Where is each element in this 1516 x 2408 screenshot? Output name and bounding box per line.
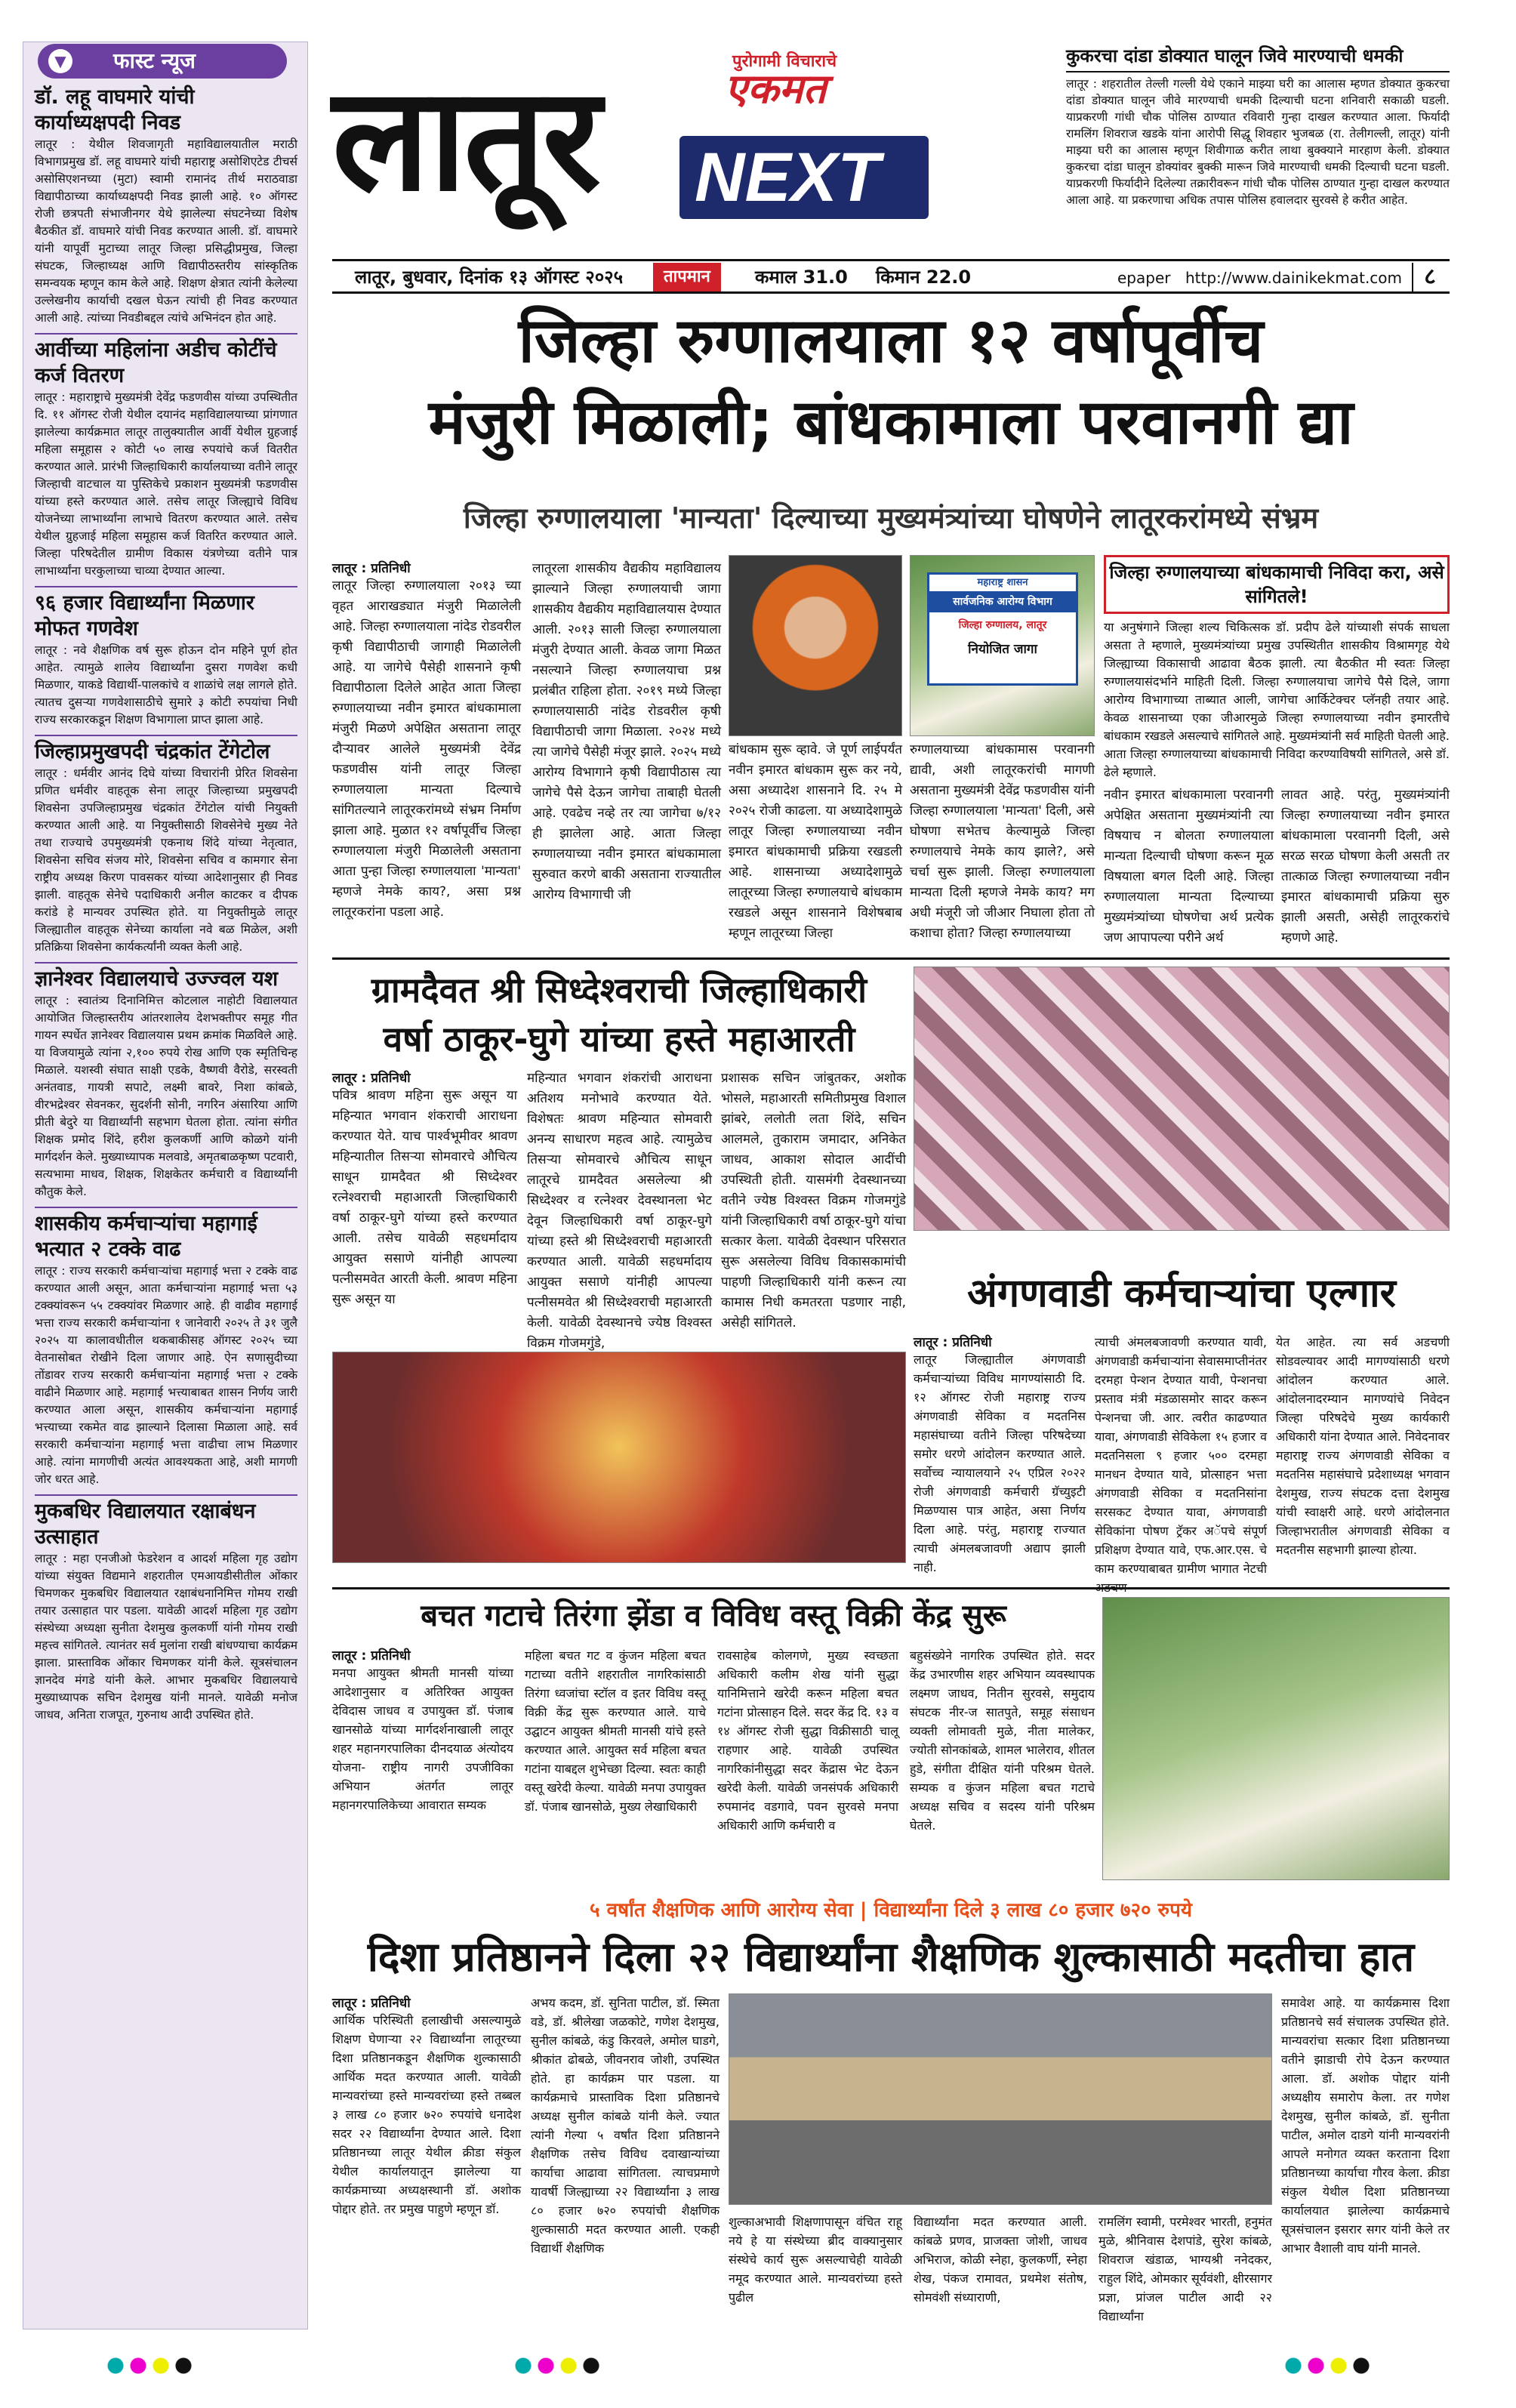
- anganwadi-col-3: [1276, 1333, 1450, 1582]
- sign-line-2: सार्वजनिक आरोग्य विभाग: [929, 591, 1076, 612]
- sidebar-item-body: लातूर : राज्य सरकारी कर्मचाऱ्यांचा महागाई भत्ता २ टक्के वाढ करण्यात आली असून, आता कर्मचाऱ्यांना महागाई भत्ता ५३ टक्क्यांवरून ५५ टक्क्यांवर मिळणार आहे. ही वाढीव महागाई भत्ता राज्य सरकारी कर्मचाऱ्यांना १ जानेवारी २०२५ ते ३१ जुलै २०२५ या कालावधीतील थकबाकीसह ऑगस्ट २०२५ च्या वेतनासोबत रोखीने दिला जाणार आहे. ऐन सणासुदीच्या तोंडावर राज्य सरकारी कर्मचाऱ्यांना महागाई भत्ता २ टक्के वाढीने मिळणार आहे. महागाई भत्त्याबाबत शासन निर्णय जारी करण्यात आला असून, शासकीय कर्मचाऱ्यांना महागाई भत्त्याच्या रकमेत वाढ झाल्याने दिलासा मिळाला आहे. सर्व सरकारी कर्मचाऱ्यांना महागाई भत्ता वाढीचा लाभ मिळणार आहे. त्यांना मागणीची अत्यंत आवश्यकता आहे, अशी मागणी जोर धरत आहे.: [35, 1264, 297, 1486]
- sidebar-item: [35, 1211, 297, 1488]
- lead-body-6: लावत आहे. परंतु, मुख्यमंत्र्यांनी जिल्हा रुग्णालयाच्या नवीन इमारत बांधकामाला परवानगी दिली, असे सरळ सरळ घोषणा केली असती तर तात्काळ जिल्हा रुग्णालयाच्या नवीन इमारत बांधकामाची प्रक्रिया सुरु झाली असती, असेही लातूरकरांचे म्हणणे आहे.: [1281, 788, 1450, 945]
- bachat-col-3: [717, 1646, 898, 1880]
- sidebar-item: [35, 85, 297, 327]
- star-icon: ▼: [48, 49, 72, 73]
- masthead-title: लातूर: [332, 56, 599, 223]
- lead-col-6: [1281, 785, 1450, 951]
- sidebar-item: [35, 967, 297, 1201]
- lead-headline-2: मंजुरी मिळाली; बांधकामाला परवानगी द्या: [428, 387, 1354, 458]
- top-right-story: [1066, 44, 1450, 248]
- website-link[interactable]: http://www.dainikekmat.com: [1185, 269, 1403, 287]
- anganwadi-body-2: त्याची अंमलबजावणी करण्यात यावी, अंगणवाडी कर्मचाऱ्यांना सेवासमाप्तीनंतर दरमहा पेन्शन देण्यात यावी, पेन्शनचा प्रस्ताव मंत्री मंडळासमोर सादर करून पेन्शनचा जी. आर. त्वरीत काढण्यात यावा, अंगणवाडी सेविकेला १५ हजार व मदतनिसला ९ हजार ५०० दरमहा मानधन देण्यात यावे, प्रोत्साहन भत्ता अंगणवाडी सेविका व मदतनिसांना सरसकट देण्यात यावा, अंगणवाडी सेविकांना पोषण ट्रॅकर अॅपचे संपूर्ण प्रशिक्षण देण्यात यावे, एफ.आर.एस. चे काम करण्याबाबत ग्रामीण भागात नेटची: [1095, 1335, 1267, 1576]
- registration-marks-left: [106, 2356, 257, 2376]
- masthead-next-label: NEXT: [695, 139, 880, 216]
- sidebar-item: [35, 1499, 297, 1724]
- sign-line-1: महाराष्ट्र शासन: [977, 577, 1028, 588]
- anganwadi-body-3: येत आहेत. त्या सर्व अडचणी सोडवल्यावर आदी मागण्यांसाठी धरणे आंदोलन करण्यात आले. आंदोलनादरम्यान मागण्यांचे निवेदन जिल्हा परिषदेचे मुख्य कार्यकारी अधिकारी यांना देण्यात आले. निवेदनावर महाराष्ट्र राज्य अंगणवाडी सेविका व मदतनिस महासंघाचे प्रदेशाध्यक्ष भगवान देशमुख, राज्य संघटक दत्ता देशमुख यांची स्वाक्षरी आहे. धरणे आंदोलनात जिल्हाभरातील अंगणवाडी सेविका व मदतनीस सहभागी झाल्या होत्या.: [1276, 1335, 1450, 1557]
- lead-body-3: बांधकाम सुरू व्हावे. जे पूर्ण लाईपर्यंत नवीन इमारत बांधकाम सुरू कर नये, असा अध्यादेश शासनाने दि. २५ मे २०२५ रोजी काढला. या अध्यादेशामुळे लातूर जिल्हा रुग्णालयाच्या नवीन इमारत बांधकामाची प्रक्रिया रखडली आहे. शासनाच्या अध्यादेशामुळे लातूरच्या जिल्हा रुग्णालयाचे बांधकाम रखडले असून शासनाने विशेषबाब म्हणून लातूरच्या जिल्हा: [729, 742, 902, 941]
- masthead-next: [679, 136, 929, 219]
- registration-marks-center: [513, 2356, 664, 2376]
- registration-marks-right: [1283, 2356, 1434, 2376]
- sidebar-item-title: शासकीय कर्मचाऱ्यांचा महागाई भत्यात २ टक्के वाढ: [35, 1212, 257, 1261]
- temp-label: तापमान: [653, 263, 721, 291]
- bachat-body-3: रावसाहेब कोलगणे, मुख्य स्वच्छता अधिकारी कलीम शेख यांनी सुद्धा यानिमित्ताने खरेदी करून महिला बचत गटांना प्रोत्साहन दिले. सदर केंद्र दि. १३ व १४ ऑगस्ट रोजी सुद्धा विक्रीसाठी चालू राहणार आहे. यावेळी उपस्थित नागरिकांनीसुद्धा सदर केंद्रास भेट देऊन खरेदी केली. यावेळी जनसंपर्क अधिकारी रुपमानंद वडगावे, पवन सुरवसे मनपा अधिकारी आणि कर्मचारी व: [717, 1648, 898, 1833]
- bachat-byline: लातूर : प्रतिनिधी: [332, 1648, 411, 1663]
- lead-col-2: [532, 559, 721, 951]
- sidebar-item-body: लातूर : नवे शैक्षणिक वर्ष सुरू होऊन दोन महिने पूर्ण होत आहेत. त्यामुळे शालेय विद्यार्थ्यांना दुसरा गणवेश कधी मिळणार, याकडे विद्यार्थी-पालकांचे व शाळांचे लक्ष लागले होते. त्यातच दुसऱ्या गणवेशासाठीचे सुमारे ३ कोटी रुपयांचा निधी राज्य सरकारकडून शिक्षण विभागाला प्राप्त झाला आहे.: [35, 643, 297, 726]
- aarti-headline-2: वर्षा ठाकूर-घुगे यांच्या हस्ते महाआरती: [383, 1019, 855, 1059]
- masthead-tagline: पुरोगामी विचाराचे: [732, 52, 837, 71]
- sign-line-3: जिल्हा रुग्णालय, लातूर: [958, 619, 1047, 631]
- disha-body-2: अभय कदम, डॉ. सुनिता पाटील, डॉ. स्मिता वडे, डॉ. श्रीलेखा जळकोटे, गणेश देशमुख, सुनील कांबळे, कंडु किरवले, अमोल घाडगे, श्रीकांत ढोबळे, जीवनराव जोशी, उपस्थित होते. हा कार्यक्रम पार पडला. या कार्यक्रमाचे प्रास्ताविक दिशा प्रतिष्ठानचे अध्यक्ष सुनील कांबळे यांनी केले. ज्यात त्यांनी गेल्या ५ वर्षांत दिशा प्रतिष्ठानने शैक्षणिक तसेच विविध दवाखान्यांच्या कार्याचा आढावा सांगितला. त्याचप्रमाणे यावर्षी जिल्ह्याच्या २२ विद्यार्थ्यांना ३ लाख ८० हजार ७२० रुपयांची शैक्षणिक शुल्कासाठी मदत करण्यात आली. एकही विद्यार्थी शैक्षणिक: [531, 1996, 719, 2255]
- disha-body-4: विद्यार्थ्यांना मदत करण्यात आली. कांबळे प्रणव, प्राजक्ता जोशी, जाधव अभिराज, कोळी स्नेहा, कुलकर्णी, स्नेहा शेख, पंकज रामावत, प्रथमेश संतोष, सोमवंशी संध्याराणी,: [914, 2215, 1087, 2305]
- dateline: लातूर, बुधवार, दिनांक १३ ऑगस्ट २०२५: [355, 267, 624, 288]
- bachat-body-1: मनपा आयुक्त श्रीमती मानसी यांच्या आदेशानुसार व अतिरिक्त आयुक्त देविदास जाधव व उपायुक्त डॉ. पंजाब खानसोळे यांच्या मार्गदर्शनाखाली लातूर शहर महानगरपालिका दीनदयाळ अंत्योदय योजना- राष्ट्रीय नागरी उपजीविका अभियान अंतर्गत लातूर महानगरपालिकेच्या आवारात सम्यक: [332, 1666, 513, 1812]
- bachat-col-2: [525, 1646, 706, 1880]
- aarti-col-3: [721, 1068, 906, 1340]
- aarti-headline-1: ग्रामदैवत श्री सिध्देश्वराची जिल्हाधिकारी: [371, 970, 867, 1010]
- disha-col-5: [1098, 2212, 1272, 2333]
- lead-col-3: [729, 740, 902, 951]
- cm-photo: [729, 555, 902, 736]
- anganwadi-col-1: [914, 1333, 1086, 1582]
- lead-body-2: लातूरला शासकीय वैद्यकीय महाविद्यालय झाल्याने जिल्हा रुग्णालयाची जागा शासकीय वैद्यकीय महाविद्यालयास देण्यात आली. २०१३ साली जिल्हा रुग्णालयाला मंजुरी देण्यात आली. केवळ जागा मिळत नसल्याने जिल्हा रुग्णालयाचा प्रश्न प्रलंबीत राहिला होता. २०१९ मध्ये जिल्हा रुग्णालयासाठी नांदेड रोडवरील कृषी विद्यापीठाची जागा मिळाला. २०२४ मध्ये त्या जागेचे पैसेही मंजूर झाले. २०२५ मध्ये आरोग्य विभागाने कृषी विद्यापीठास त्या जागेचे पैसे देऊन जागेचा ताबाही घेतली आहे. एवढेच नव्हे तर त्या जागेचा ७/१२ ही झालेला आहे. आता जिल्हा रुग्णालयाच्या नवीन इमारत बांधकामाला सुरुवात करणे बाकी असताना राज्यातील आरोग्य विभागाची जी: [532, 561, 721, 902]
- disha-col-4: [914, 2212, 1087, 2333]
- aarti-photo: [332, 1352, 906, 1563]
- sidebar-item: [35, 739, 297, 956]
- lead-box-title: जिल्हा रुग्णालयाच्या बांधकामाची निविदा करा, असे सांगितले!: [1104, 555, 1450, 614]
- sidebar-item-title: आर्वीच्या महिलांना अडीच कोटींचे कर्ज वितरण: [35, 338, 277, 387]
- lead-col-1: [332, 559, 521, 951]
- sidebar-item-title: ९६ हजार विद्यार्थ्यांना मिळणार मोफत गणवेश: [35, 591, 254, 640]
- anganwadi-col-2: [1095, 1333, 1267, 1582]
- anganwadi-photo: [914, 967, 1450, 1231]
- lead-box-body: या अनुषंगाने जिल्हा शल्य चिकित्सक डॉ. प्रदीप ढेले यांच्याशी संपर्क साधला असता ते म्हणाले, मुख्यमंत्र्यांच्या प्रमुख उपस्थितीत शासकीय विश्रामगृह येथे जिल्ह्याच्या विकासाची आढावा बैठक झाली. त्या बैठकीत मी स्वतः जिल्हा रुग्णालयासंदर्भाने माहिती दिली. जिल्हा रुग्णालयाचा जागेचे पैसे दिले, जागा आरोग्य विभागाच्या ताब्यात आली, जागेचा आर्किटेक्चर प्लॅनही तयार आहे. केवळ शासनाच्या एका जीआरमुळे जिल्हा रुग्णालयाच्या नवीन इमारतीचे बांधकाम रखडले असल्याचे सांगितले आहे. मुख्यमंत्र्यांनी सर्व माहिती घेतली आहे. आता जिल्हा रुग्णालयाच्या बांधकामाची निविदा करण्याविषयी सांगितले, असे डॉ. ढेले म्हणाले.: [1104, 620, 1450, 779]
- bachat-photo: [1102, 1597, 1450, 1880]
- aarti-body-3: प्रशासक सचिन जांबुतकर, अशोक भोसले, महाआरती समितीप्रमुख विशाल झांबरे, ललोती लता शिंदे, सचिन आलमले, तुकाराम जमादार, अनिकेत जाधव, आकाश सोदाल आदींची उपस्थिती होती. यासमंगी देवस्थानच्या वतीने ज्येष्ठ विश्वस्त विक्रम गोजमगुंडे यांनी जिल्हाधिकारी वर्षा ठाकूर-घुगे यांचा सत्कार केला. यावेळी देवस्थान परिसरात सुरू असलेल्या विविध विकासकामांची पाहणी जिल्हाधिकारी यांनी करून त्या कामास निधी कमतरता पडणार नाही, असेही सांगितले.: [721, 1071, 906, 1330]
- sidebar-item-body: लातूर : धर्मवीर आनंद दिघे यांच्या विचारांनी प्रेरित शिवसेना प्रणित धर्मवीर वाहतूक सेना लातूर जिल्हाच्या प्रमुखपदी शिवसेना उपजिल्हाप्रमुख चंद्रकांत टेंगेटोल यांची नियुक्ती करण्यात आली आहे. या नियुक्तीसाठी शिवसेनेचे मुख्य नेते तथा राज्याचे उपमुख्यमंत्री एकनाथ शिंदे यांच्या नेतृत्वात, शिवसेना सचिव संजय मोरे, शिवसेना सचिव व कामगार सेना राष्ट्रीय अध्यक्ष किरण पावसकर यांच्या आदेशानुसार ही निवड झाली. वाहतूक सेनेचे पदाधिकारी अनील काटकर व दीपक करांडे हे मान्यवर उपस्थित होते. या नियुक्तीमुळे लातूर जिल्ह्यातील वाहतूक सेनेच्या कार्याला नवे बळ मिळेल, अशी प्रतिक्रिया शिवसेना कार्यकर्त्यांनी व्यक्त केली आहे.: [35, 766, 297, 954]
- top-right-story-body: लातूर : शहरातील तेल्ली गल्ली येथे एकाने माझ्या घरी का आलास म्हणत डोक्यात कुकरचा दांडा डोक्यात घालून जीवे मारण्याची धमकी दिल्याची घटना शनिवारी सकाळी घडली. याप्रकरणी गांधी चौक पोलिस ठाण्यात रविवारी गुन्हा दाखल करण्यात आला. फिर्यादी रामलिंग शिवराज खडके यांना आरोपी सिद्धू शिवहार भुजबळ (रा. तेलीगल्ली, लातूर) यांनी माझ्या घरी का आलास म्हणून शिवीगाळ करीत लाथा बुक्क्याने मारहाण केली. डोक्यात कुकरचा दांडा घालून डोक्यांवर बुक्की मारून जिवे मारण्याची धमकी दिल्याची घटना घडली. याप्रकरणी फिर्यादीने दिलेल्या तक्रारीवरून गांधी चौक पोलिस ठाण्यात गुन्हा दाखल करण्यात आला आहे. या प्रकरणाचा अधिक तपास पोलिस हवालदार सुरवसे हे करीत आहेत.: [1066, 77, 1450, 207]
- sidebar-item-title: ज्ञानेश्वर विद्यालयाचे उज्ज्वल यश: [35, 967, 279, 991]
- lead-byline: लातूर : प्रतिनिधी: [332, 561, 411, 576]
- lead-col-4: [910, 740, 1095, 951]
- site-sign-photo: [910, 555, 1095, 736]
- lead-body-1: लातूर जिल्हा रुग्णालयाला २०१३ च्या वृहत आराखड्यात मंजुरी मिळालेली आहे. जिल्हा रुग्णालयाला नांदेड रोडवरील कृषी विद्यापीठाची जागाही मिळालेली आहे. या जागेचे पैसेही शासनाने कृषी विद्यापीठाला दिलेले आहेत आता जिल्हा रुग्णालयाच्या नवीन इमारत बांधकामाला मंजुरी मिळणे अपेक्षित असताना लातूर दौऱ्यावर आलेले मुख्यमंत्री देवेंद्र फडणवीस यांनी लातूर जिल्हा रुग्णालयाला मान्यता दिल्याचे सांगितल्याने लातूरकरांमध्ये संभ्रम निर्माण झाला आहे. मुळात १२ वर्षापूर्वीच जिल्हा रुग्णालयाला मंजुरी मिळालेली असताना आता पुन्हा जिल्हा रुग्णालयाला 'मान्यता' म्हणजे नेमके काय?, असा प्रश्न लातूरकरांना पडला आहे.: [332, 578, 521, 920]
- aarti-body-1: पवित्र श्रावण महिना सुरू असून या महिन्यात भगवान शंकराची आराधना करण्यात येते. याच पार्श्वभूमीवर श्रावण महिन्यातील तिसऱ्या सोमवारचे औचित्य साधून ग्रामदैवत श्री सिध्देश्वर रत्नेश्वराची महाआरती जिल्हाधिकारी वर्षा ठाकूर-घुगे यांच्या हस्ते करण्यात आली. तसेच यावेळी सहधर्मादाय आयुक्त ससाणे यांनीही आपल्या पत्नीसमवेत आरती केली. श्रावण महिना सुरू असून या: [332, 1088, 517, 1307]
- sidebar-item-body: लातूर : येथील शिवजागृती महाविद्यालयातील मराठी विभागप्रमुख डॉ. लहू वाघमारे यांची महाराष्ट्र असोशिएटेड टीचर्स असोसिएशनच्या (मुटा) स्वामी रामानंद तीर्थ मराठवाडा विद्यापीठाच्या कार्याध्यक्षपदी निवड झाली आहे. १० ऑगस्ट रोजी छत्रपती संभाजीनगर येथे झालेल्या संघटनेच्या विशेष बैठकीत डॉ. वाघमारे यांची निवड करण्यात आली. डॉ. वाघमारे यांनी यापूर्वी मुटाच्या लातूर जिल्हा प्रसिद्धीप्रमुख, जिल्हा संघटक, जिल्हाध्यक्ष आणि विद्यापीठस्तरीय सांस्कृतिक समन्वयक म्हणून काम केले आहे. शिक्षण क्षेत्रात त्यांनी केलेल्या उल्लेखनीय कार्याची दखल घेऊन त्यांची ही निवड करण्यात आली आहे. त्यांच्या निवडीबद्दल त्यांचे अभिनंदन होत आहे.: [35, 137, 297, 325]
- aarti-col-2: [527, 1068, 712, 1351]
- lead-body-4: रुग्णालयाच्या बांधकामास परवानगी द्यावी, अशी लातूरकरांची मागणी असताना मुख्यमंत्री देवेंद्र फडणवीस यांनी जिल्हा रुग्णालयाला 'मान्यता' दिली, असे घोषणा सभेतच केल्यामुळे जिल्हा रुग्णालयाचे नेमके काय झाले?, असे चर्चा सुरू झाली. जिल्हा रुग्णालयाला मान्यता दिली म्हणजे नेमके काय? मग अधी मंजूरी जो जीआर निघाला होता तो कशाचा होता? जिल्हा रुग्णालयाच्या: [910, 742, 1095, 941]
- disha-photo: [729, 1993, 1272, 2205]
- temp-max: कमाल 31.0: [755, 267, 848, 288]
- sidebar-item-body: लातूर : महाराष्ट्राचे मुख्यमंत्री देवेंद्र फडणवीस यांच्या उपस्थितीत दि. ११ ऑगस्ट रोजी येथील दयानंद महाविद्यालयाच्या प्रांगणात झालेल्या कार्यक्रमात लातूर तालुक्यातील आर्वी येथील ग्रुहजाई महिला समूहास २ कोटी ५० लाख रुपयांचे कर्ज वितरीत करण्यात आले. प्रारंभी जिल्हाधिकारी कार्यालयाच्या वतीने लातूर जिल्हाची वाटचाल या पुस्तिकेचे प्रकाशन मुख्यमंत्री फडणवीस यांच्या हस्ते करण्यात आले. तसेच लातूर जिल्ह्याचे विविध योजनेच्या लाभार्थ्यांना लाभाचे वितरण करण्यात आले. तसेच येथील ग्रुहजाई महिला समूहास कर्ज वितरित करण्यात आले. जिल्हा परिषदेतील ग्रामीण विकास यंत्रणेच्या वतीने पात्र लाभार्थ्यांना घरकुलाच्या चाव्या देण्यात आल्या.: [35, 390, 297, 578]
- bachat-body-4: बहुसंख्येने नागरिक उपस्थित होते. सदर केंद्र उभारणीस शहर अभियान व्यवस्थापक लक्ष्मण जाधव, नितीन सुरवसे, समुदाय संघटक नीर-ज सातपुते, समूह संसाधन व्यक्ती लोमावती मुळे, नीता मालेकर, ज्योती सोनकांबळे, शामल भालेराव, शीतल हुडे, संगीता दीक्षित यांनी परिश्रम घेतले. सम्यक व कुंजन महिला बचत गटाचे अध्यक्ष सचिव व सदस्य यांनी परिश्रम घेतले.: [910, 1648, 1095, 1833]
- sidebar-item-body: लातूर : स्वातंत्र्य दिनानिमित्त कोटलाल नाहोटी विद्यालयात आयोजित जिल्हास्तरीय आंतरशालेय देशभक्तीपर समूह गीत गायन स्पर्धेत ज्ञानेश्वर विद्यालयास प्रथम क्रमांक मिळविले आहे. या विजयामुळे त्यांना २,१०० रुपये रोख आणि एक स्मृतिचिन्ह मिळाले. यशस्वी संघात साक्षी एडके, वैष्णवी वैरोडे, सरस्वती अनंतवाड, गायत्री सपाटे, लक्ष्मी बावरे, निशा कांबळे, वीरभद्रेश्वर सेवनकर, सुदर्शनी सोनी, नगरिन अंसारिया आणि प्रीती बेदुरे या विद्यार्थ्यांनी सहभाग घेतला होता. त्यांना संगीत शिक्षक प्रमोद शिंदे, हरीश कुलकर्णी आणि कोळगे यांनी मार्गदर्शन केले. मुख्याध्यापक मलवाडे, अमृतबाळकृष्ण पटवारी, सत्यभामा माधव, शिक्षक, शिक्षकेतर कर्मचारी व विद्यार्थ्यांनी कौतुक केले.: [35, 994, 297, 1198]
- sidebar-item-body: लातूर : महा एनजीओ फेडरेशन व आदर्श महिला गृह उद्योग यांच्या संयुक्त विद्यमाने शहरातील एमआयडीसीतील ओंकार चिमणकर मुकबधिर विद्यालयात रक्षाबंधनानिमित्त गोमय राखी तयार उत्साहात पार पडला. यावेळी आदर्श महिला गृह उद्योग संस्थेच्या अध्यक्षा सुनीता देशमुख कुलकर्णी यांनी गोमय राखी महत्त्व सांगितले. त्यानंतर सर्व मुलांना राखी बांधण्याचा कार्यक्रम झाला. प्रास्ताविक ओंकार चिमणकर यांनी केले. सूत्रसंचालन ज्ञानदेव मंगडे यांनी केले. आभार मुकबधिर विद्यालयाचे मुख्याध्यापक सचिन देशमुख यांनी मानले. यावेळी मनोज जाधव, अनिता राजपूत, गुरुनाथ आदी उपस्थित होते.: [35, 1552, 297, 1722]
- bachat-col-4: [910, 1646, 1095, 1880]
- disha-body-1: आर्थिक परिस्थिती हलाखीची असल्यामुळे शिक्षण घेणाऱ्या २२ विद्यार्थ्यांना लातूरच्या दिशा प्रतिष्ठानकडून शैक्षणिक शुल्कासाठी आर्थिक मदत करण्यात आली. यावेळी मान्यवरांच्या हस्ते मान्यवरांच्या हस्ते तब्बल ३ लाख ८० हजार ७२० रुपयांचे धनादेश सदर २२ विद्यार्थ्यांना देण्यात आले. दिशा प्रतिष्ठानच्या लातूर येथील क्रीडा संकुल येथील कार्यालयातून झालेल्या या कार्यक्रमाच्या अध्यक्षस्थानी डॉ. अशोक पोद्दार होते. तर प्रमुख पाहुणे म्हणून डॉ.: [332, 2013, 521, 2216]
- lead-col-5: [1104, 785, 1274, 951]
- page-number: ८: [1412, 263, 1447, 291]
- disha-col-6: [1281, 1993, 1450, 2333]
- divider: [332, 1587, 1450, 1589]
- disha-headline: दिशा प्रतिष्ठानने दिला २२ विद्यार्थ्यांना शैक्षणिक शुल्कासाठी मदतीचा हात: [367, 1933, 1415, 1981]
- anganwadi-headline: अंगणवाडी कर्मचाऱ्यांचा एल्गार: [967, 1271, 1396, 1316]
- anganwadi-byline: लातूर : प्रतिनिधी: [914, 1335, 992, 1350]
- disha-body-5: रामलिंग स्वामी, परमेश्वर भारती, हनुमंत मुळे, श्रीनिवास देशपांडे, सुरेश कांबळे, शिवराज खंडाळ, भाग्यश्री ननेदकर, राहुल शिंदे, ओमकार सूर्यवंशी, क्षीरसागर प्रज्ञा, प्रांजल पाटील आदी २२ विद्यार्थ्यांना: [1098, 2215, 1272, 2323]
- bachat-headline: बचत गटाचे तिरंगा झेंडा व विविध वस्तू विक्री केंद्र सुरू: [421, 1599, 1006, 1633]
- dateline-bar: [332, 259, 1450, 294]
- bachat-body-2: महिला बचत गट व कुंजन महिला बचत गटाच्या वतीने शहरातील नागरिकांसाठी तिरंगा ध्वजांचा स्टॉल व इतर विविध वस्तू विक्री केंद्र सुरू करण्यात आले. याचे उद्घाटन आयुक्त श्रीमती मानसी यांचे हस्ते करण्यात आले. आयुक्त सर्व महिला बचत गटांना याबद्दल शुभेच्छा दिल्या. स्वतः काही वस्तू खरेदी केल्या. यावेळी मनपा उपायुक्त डॉ. पंजाब खानसोळे, मुख्य लेखाधिकारी: [525, 1648, 706, 1814]
- sidebar-header: [38, 44, 287, 79]
- aarti-byline: लातूर : प्रतिनिधी: [332, 1071, 411, 1086]
- disha-byline: लातूर : प्रतिनिधी: [332, 1996, 411, 2011]
- epaper-label: epaper: [1117, 269, 1171, 287]
- sidebar-items: [35, 85, 297, 2320]
- sidebar-header-label: फास्ट न्यूज: [113, 48, 196, 73]
- lead-headline-1: जिल्हा रुग्णालयाला १२ वर्षापूर्वीच: [518, 305, 1264, 377]
- lead-box: [1104, 555, 1450, 782]
- disha-col-1: [332, 1993, 521, 2333]
- strap: ५ वर्षांत शैक्षणिक आणि आरोग्य सेवा | विद्यार्थ्यांना दिले ३ लाख ८० हजार ७२० रुपये: [590, 1899, 1192, 1922]
- site-sign: [927, 572, 1078, 686]
- temp-min: किमान 22.0: [876, 267, 972, 288]
- divider: [332, 957, 1450, 960]
- sidebar-item-title: मुकबधिर विद्यालयात रक्षाबंधन उत्साहात: [35, 1500, 256, 1549]
- sidebar-item: [35, 590, 297, 729]
- lead-subhead: जिल्हा रुग्णालयाला 'मान्यता' दिल्याच्या मुख्यमंत्र्यांच्या घोषणेने लातूरकरांमध्ये संभ्रम: [463, 501, 1319, 535]
- anganwadi-body-1: लातूर जिल्ह्यातील अंगणवाडी कर्मचाऱ्यांच्या विविध मागण्यांसाठी दि. १२ ऑगस्ट रोजी महाराष्ट्र राज्य अंगणवाडी सेविका व मदतनिस महासंघाच्या वतीने जिल्हा परिषदेच्या समोर धरणे आंदोलन करण्यात आले. सर्वोच्च न्यायालयाने २५ एप्रिल २०२२ रोजी अंगणवाडी कर्मचारी ग्रॅच्युइटी मिळण्यास पात्र आहेत, असा निर्णय दिला आहे. परंतु, महाराष्ट्र राज्यात त्याची अंमलबजावणी अद्याप झाली नाही.: [914, 1352, 1086, 1574]
- sidebar-item-title: डॉ. लहू वाघमारे यांची कार्याध्यक्षपदी निवड: [35, 85, 195, 134]
- sidebar-item-title: जिल्हाप्रमुखपदी चंद्रकांत टेंगेटोल: [35, 740, 270, 763]
- disha-col-2: [531, 1993, 719, 2333]
- aarti-body-2: महिन्यात भगवान शंकरांची आराधना अतिशय मनोभावे करण्यात येते. विशेषतः श्रावण महिन्यात सोमवारी अनन्य साधारण महत्व आहे. त्यामुळेच तिसऱ्या सोमवारचे औचित्य साधून लातूरचे ग्रामदैवत असलेल्या श्री सिध्देश्वर व रत्नेश्वर देवस्थानला भेट देवून जिल्हाधिकारी वर्षा ठाकूर-घुगे यांच्या हस्ते श्री सिध्देश्वराची महाआरती करण्यात आली. यावेळी सहधर्मादाय आयुक्त ससाणे यांनीही आपल्या पत्नीसमवेत श्री सिध्देश्वराची महाआरती केली. यावेळी देवस्थानचे ज्येष्ठ विश्वस्त विक्रम गोजमगुंडे,: [527, 1071, 712, 1351]
- disha-body-6: समावेश आहे. या कार्यक्रमास दिशा प्रतिष्ठानचे सर्व संचालक उपस्थित होते. मान्यवरांचा सत्कार दिशा प्रतिष्ठानच्या वतीने झाडाची रोपे देऊन करण्यात आला. डॉ. अशोक पोद्दार यांनी अध्यक्षीय समारोप केला. तर गणेश देशमुख, सुनील कांबळे, डॉ. सुनीता पाटील, अमोल दाडगे यांनी मान्यवरांनी आपले मनोगत व्यक्त करताना दिशा प्रतिष्ठानच्या कार्याचा गौरव केला. क्रीडा संकुल येथील दिशा प्रतिष्ठानच्या कार्यालयात झालेल्या कार्यक्रमाचे सूत्रसंचालन इसरार सगर यांनी केले तर आभार वैशाली वाघ यांनी मानले.: [1281, 1996, 1450, 2255]
- bachat-col-1: [332, 1646, 513, 1880]
- top-right-story-title: कुकरचा दांडा डोक्यात घालून जिवे मारण्याची धमकी: [1066, 44, 1450, 72]
- disha-body-3: शुल्काअभावी शिक्षणापासून वंचित राहू नये हे या संस्थेच्या ब्रीद वाक्यानुसार संस्थेचे कार्य सुरू असल्याचेही यावेळी नमूद करण्यात आले. मान्यवरांच्या हस्ते पुढील: [729, 2215, 902, 2305]
- aarti-col-1: [332, 1068, 517, 1340]
- brand-logo: एकमत: [725, 65, 827, 113]
- sidebar-item: [35, 338, 297, 580]
- sign-line-4: नियोजित जागा: [968, 642, 1037, 657]
- disha-col-3: [729, 2212, 902, 2333]
- lead-body-5: नवीन इमारत बांधकामाला परवानगी अपेक्षित असताना मुख्यमंत्र्यांनी त्या विषयाच न बोलता रुग्णालयाला मान्यता दिल्याची घोषणा करून मूळ विषयाला बगल दिली आहे. जिल्हा रुग्णालयाला मान्यता दिल्याच्या मुख्यमंत्र्यांच्या घोषणेचा अर्थ प्रत्येक जण आपापल्या परीने अर्थ: [1104, 788, 1274, 945]
